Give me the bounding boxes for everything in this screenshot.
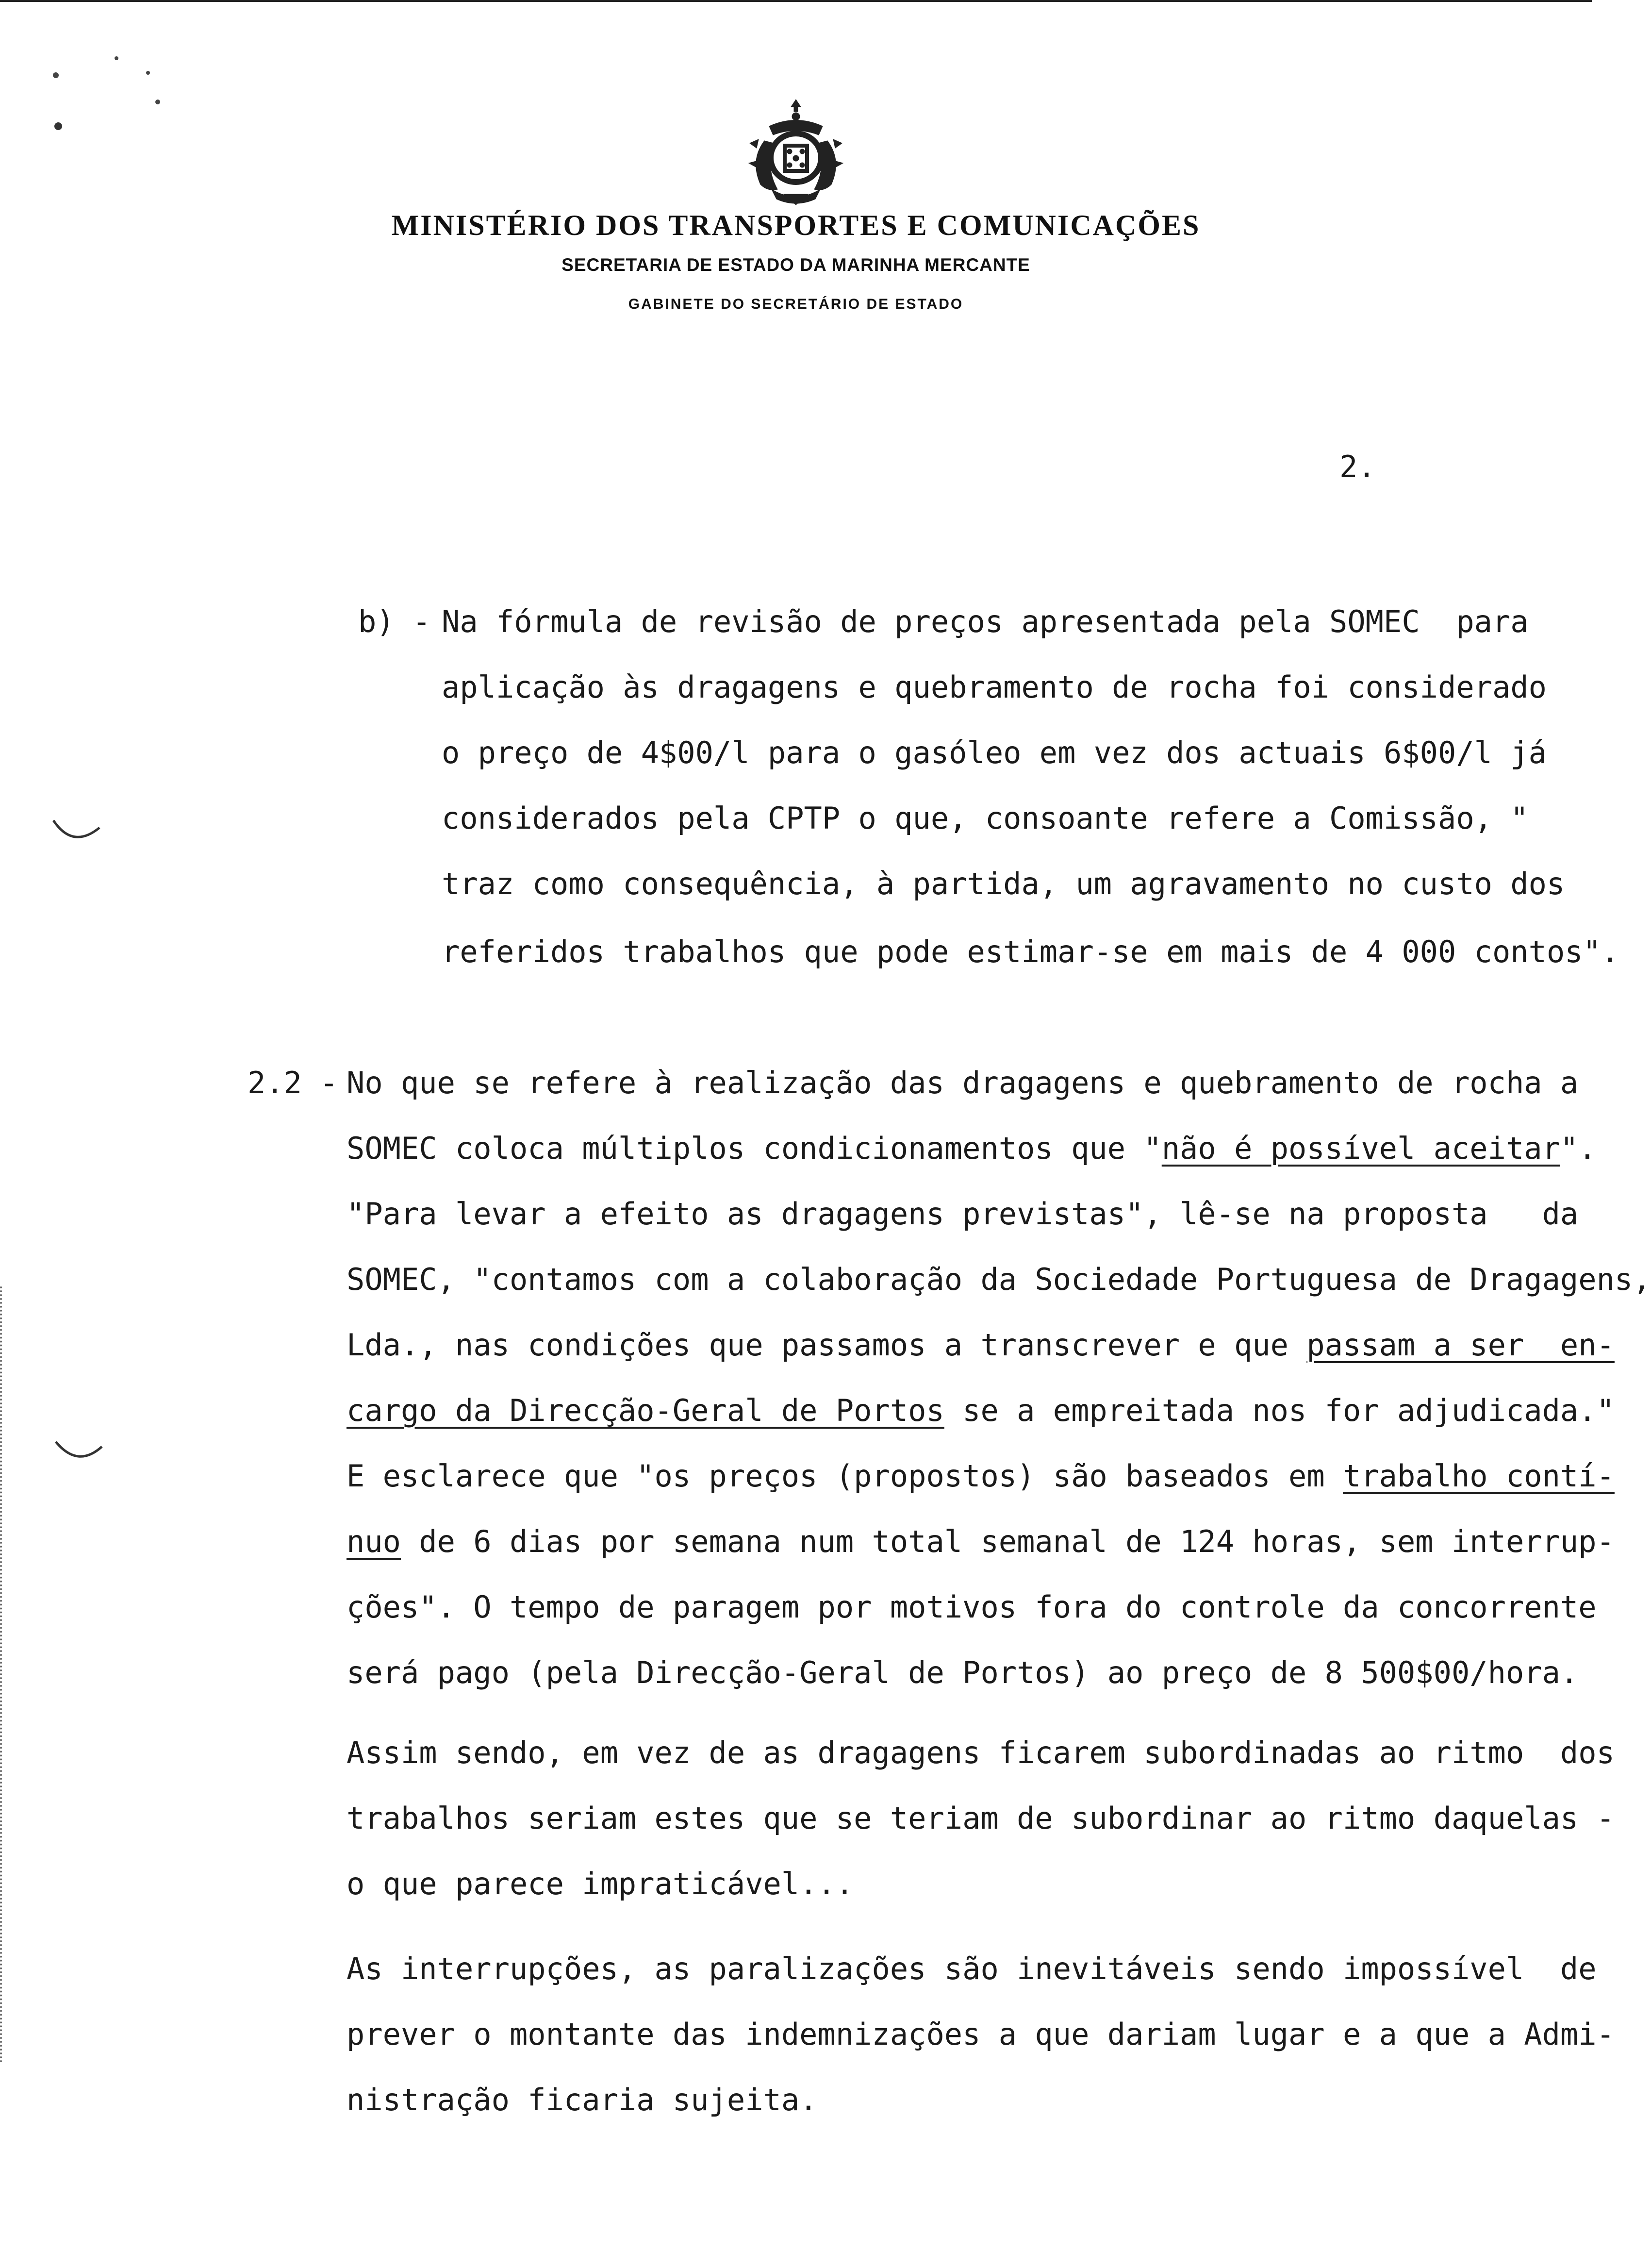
item-b-line: o preço de 4$00/l para o gasóleo em vez dos actuais 6$00/l já bbox=[442, 735, 1547, 770]
item-2-2-line: "Para levar a efeito as dragagens previstas", lê-se na proposta da bbox=[347, 1196, 1579, 1232]
item-2-2-line: ções". O tempo de paragem por motivos fora do controle da concorrente bbox=[347, 1589, 1597, 1625]
paragraph-line: nistração ficaria sujeita. bbox=[347, 2082, 818, 2118]
secretaria-subtitle: SECRETARIA DE ESTADO DA MARINHA MERCANTE bbox=[561, 255, 1030, 275]
page-number: 2. bbox=[1339, 449, 1376, 484]
punch-hole-mark bbox=[51, 1437, 104, 1471]
item-b-line: referidos trabalhos que pode estimar-se em mais de 4 000 contos". bbox=[442, 934, 1619, 969]
underlined-phrase: cargo da Direcção-Geral de Portos bbox=[347, 1393, 944, 1428]
item-b-line: considerados pela CPTP o que, consoante refere a Comissão, " bbox=[442, 800, 1529, 836]
scan-left-edge bbox=[0, 1286, 7, 2063]
item-b-line: aplicação às dragagens e quebramento de rocha foi considerado bbox=[442, 669, 1547, 705]
ministry-title: MINISTÉRIO DOS TRANSPORTES E COMUNICAÇÕES bbox=[391, 209, 1201, 241]
gabinete-subtitle: GABINETE DO SECRETÁRIO DE ESTADO bbox=[628, 296, 964, 312]
item-2-2-line bbox=[347, 1524, 1615, 1559]
punch-hole-mark bbox=[49, 816, 102, 850]
item-2-2-line: SOMEC, "contamos com a colaboração da Sociedade Portuguesa de Dragagens, bbox=[347, 1262, 1651, 1297]
underlined-phrase: não é possível aceitar bbox=[1161, 1131, 1560, 1166]
item-2-2-line bbox=[347, 1131, 1597, 1166]
top-edge-line bbox=[0, 0, 1592, 2]
line-text: de 6 dias por semana num total semanal de 124 horas, sem interrup- bbox=[400, 1524, 1615, 1559]
line-text: SOMEC coloca múltiplos condicionamentos que " bbox=[347, 1131, 1162, 1166]
item-b-marker: b) - bbox=[358, 604, 431, 639]
coat-of-arms-icon bbox=[730, 97, 861, 209]
underlined-phrase: trabalho contí- bbox=[1343, 1458, 1615, 1494]
paragraph-line: Assim sendo, em vez de as dragagens ficarem subordinadas ao ritmo dos bbox=[347, 1735, 1615, 1770]
line-text: E esclarece que "os preços (propostos) são baseados em bbox=[347, 1458, 1343, 1494]
paragraph-line: trabalhos seriam estes que se teriam de subordinar ao ritmo daquelas - bbox=[347, 1801, 1615, 1836]
underlined-phrase: nuo bbox=[347, 1524, 401, 1559]
item-2-2-line bbox=[347, 1458, 1615, 1494]
item-b-line: traz como consequência, à partida, um agravamento no custo dos bbox=[442, 866, 1565, 901]
item-b-line: Na fórmula de revisão de preços apresentada pela SOMEC para bbox=[442, 604, 1529, 639]
item-2-2-line bbox=[347, 1327, 1615, 1363]
line-text: ". bbox=[1560, 1131, 1597, 1166]
paragraph-line: prever o montante das indemnizações a que dariam lugar e a que a Admi- bbox=[347, 2017, 1615, 2052]
scan-speck-marks bbox=[49, 49, 175, 136]
paragraph-line: As interrupções, as paralizações são inevitáveis sendo impossível de bbox=[347, 1951, 1597, 1986]
underlined-phrase: passam a ser en- bbox=[1306, 1327, 1615, 1363]
item-2-2-line: será pago (pela Direcção-Geral de Portos) ao preço de 8 500$00/hora. bbox=[347, 1655, 1579, 1690]
item-2-2-marker: 2.2 - bbox=[248, 1065, 338, 1101]
line-text: Lda., nas condições que passamos a transcrever e que bbox=[347, 1327, 1307, 1363]
paragraph-line: o que parece impraticável... bbox=[347, 1866, 854, 1901]
item-2-2-line bbox=[347, 1393, 1615, 1428]
item-2-2-line: No que se refere à realização das dragagens e quebramento de rocha a bbox=[347, 1065, 1579, 1101]
line-text: se a empreitada nos for adjudicada." bbox=[944, 1393, 1615, 1428]
